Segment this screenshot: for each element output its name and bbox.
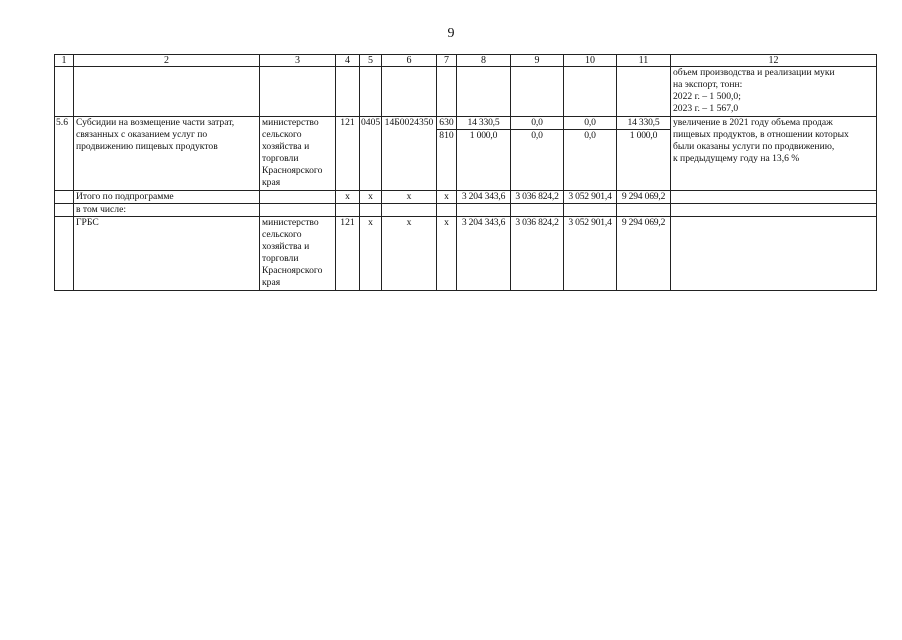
vr-code: 810 [437, 129, 457, 142]
amount-total: 9 294 069,2 [617, 217, 671, 291]
responsible-org: министерство сельского хозяйства и торговли Красноярского края [260, 117, 336, 191]
col-header-2: 2 [74, 55, 260, 67]
col-header-7: 7 [437, 55, 457, 67]
amount-2021 [457, 117, 511, 191]
grbs-code: x [336, 191, 360, 204]
amount-value: 14 330,5 [467, 117, 500, 128]
col-header-11: 11 [617, 55, 671, 67]
amount-2021: 3 204 343,6 [457, 217, 511, 291]
csr-code: x [382, 191, 437, 204]
vr-codes [437, 117, 457, 191]
including-label: в том числе: [74, 204, 260, 217]
rzpr-code: 0405 [360, 117, 382, 191]
amount-total [617, 117, 671, 191]
table-row-including [55, 204, 877, 217]
subtotal-label: Итого по подпрограмме [74, 191, 260, 204]
amount-2023 [564, 117, 617, 191]
program-table [54, 54, 877, 291]
amount-2022 [511, 117, 564, 191]
col-header-8: 8 [457, 55, 511, 67]
rzpr-code: x [360, 217, 382, 291]
table-row-grbs [55, 217, 877, 291]
rzpr-code: x [360, 191, 382, 204]
amount-2022: 3 036 824,2 [511, 191, 564, 204]
col-header-3: 3 [260, 55, 336, 67]
table-row-subtotal [55, 191, 877, 204]
col-header-10: 10 [564, 55, 617, 67]
indicator-line: объем производства и реализации муки [673, 67, 835, 78]
amount-value: 0,0 [511, 129, 564, 142]
grbs-code: 121 [336, 217, 360, 291]
responsible-org: министерство сельского хозяйства и торговли Красноярского края [260, 217, 336, 291]
measure-name: Субсидии на возмещение части затрат, связанных с оказанием услуг по продвижению пищевых продуктов [74, 117, 260, 191]
result-line: пищевых продуктов, в отношении которых [673, 129, 849, 140]
grbs-code: 121 [336, 117, 360, 191]
amount-2021: 3 204 343,6 [457, 191, 511, 204]
grbs-label: ГРБС [74, 217, 260, 291]
amount-value: 0,0 [531, 117, 543, 128]
csr-code: 14Б0024350 [382, 117, 437, 191]
col-header-6: 6 [382, 55, 437, 67]
amount-total: 9 294 069,2 [617, 191, 671, 204]
col-header-5: 5 [360, 55, 382, 67]
result-line: были оказаны услуги по продвижению, [673, 141, 835, 152]
result-line: к предыдущему году на 13,6 % [673, 153, 800, 164]
col-header-9: 9 [511, 55, 564, 67]
indicator-line: на экспорт, тонн: [673, 79, 743, 90]
col-header-1: 1 [55, 55, 74, 67]
amount-2023: 3 052 901,4 [564, 217, 617, 291]
continuation-row [55, 67, 877, 117]
csr-code: x [382, 217, 437, 291]
col-header-12: 12 [671, 55, 877, 67]
amount-value: 1 000,0 [457, 129, 511, 142]
table-row-5-6 [55, 117, 877, 191]
amount-value: 0,0 [584, 117, 596, 128]
vr-code: x [437, 191, 457, 204]
amount-value: 1 000,0 [617, 129, 671, 142]
result-line: увеличение в 2021 году объема продаж [673, 117, 833, 128]
amount-2022: 3 036 824,2 [511, 217, 564, 291]
indicator-line: 2023 г. – 1 567,0 [673, 103, 739, 114]
indicator-cell [671, 67, 877, 117]
amount-value: 0,0 [564, 129, 617, 142]
expected-result [671, 117, 877, 191]
vr-code: x [437, 217, 457, 291]
amount-2023: 3 052 901,4 [564, 191, 617, 204]
page-number: 9 [447, 26, 455, 41]
vr-code: 630 [439, 117, 454, 128]
col-header-4: 4 [336, 55, 360, 67]
row-number: 5.6 [55, 117, 74, 191]
indicator-line: 2022 г. – 1 500,0; [673, 91, 741, 102]
column-number-row [55, 55, 877, 67]
amount-value: 14 330,5 [627, 117, 660, 128]
